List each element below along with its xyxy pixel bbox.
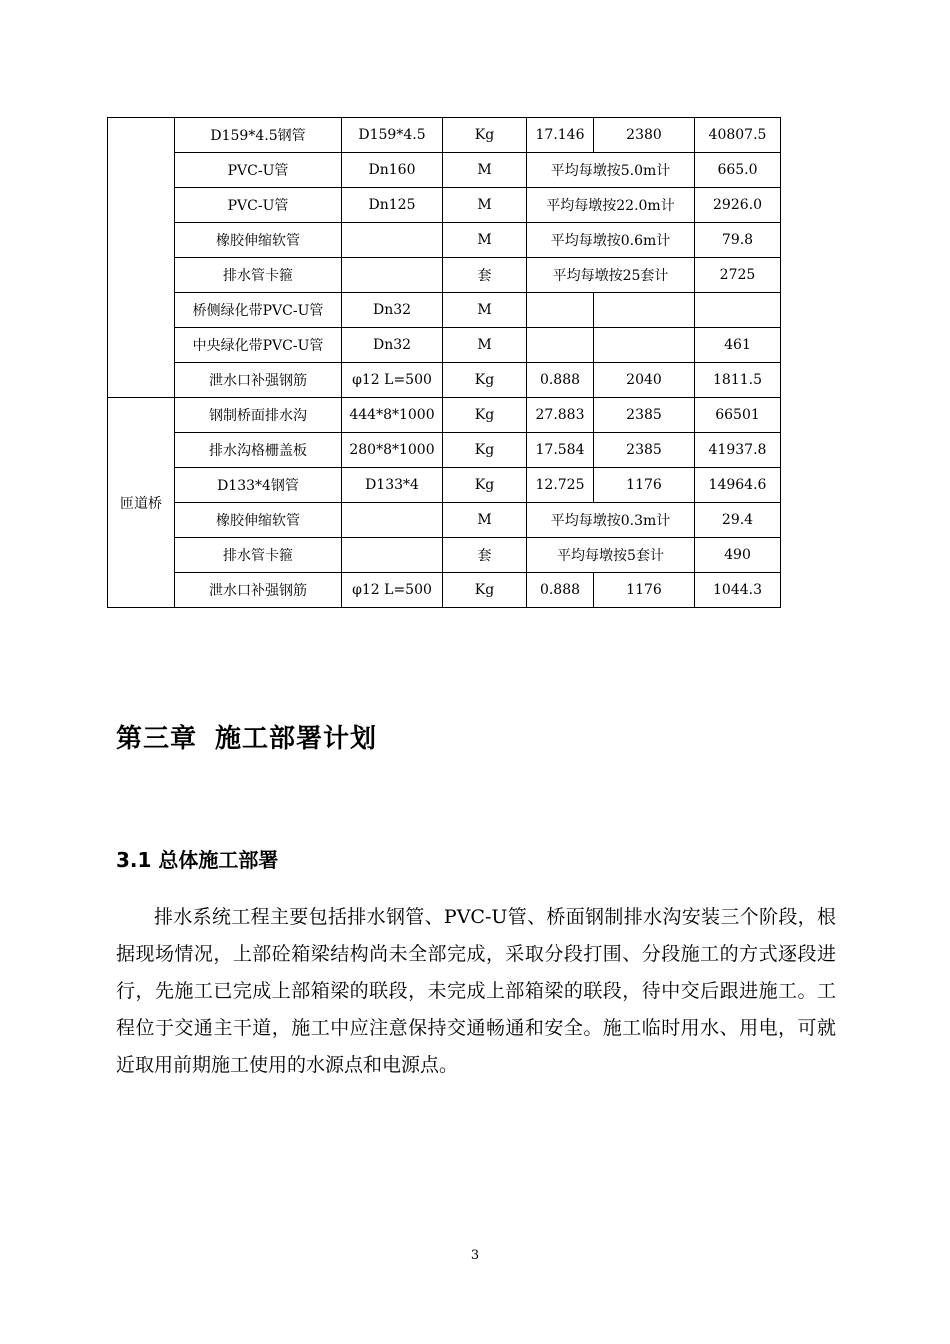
page-number: 3	[470, 1248, 480, 1263]
table-cell	[594, 293, 695, 328]
table-row	[108, 538, 781, 573]
table-cell: 1176	[594, 573, 695, 608]
table-cell: 套	[443, 538, 527, 573]
table-row	[108, 468, 781, 503]
table-row	[108, 433, 781, 468]
table-cell: 2380	[594, 118, 695, 153]
table-cell: Kg	[443, 398, 527, 433]
table-cell: 橡胶伸缩软管	[175, 223, 342, 258]
table-cell: Dn32	[342, 293, 443, 328]
table-cell: M	[443, 223, 527, 258]
group-cell: 匝道桥	[108, 398, 175, 608]
chapter-heading	[116, 718, 377, 755]
body-paragraph: 排水系统工程主要包括排水钢管、PVC-U管、桥面钢制排水沟安装三个阶段，根据现场情况，上部砼箱梁结构尚未全部完成，采取分段打围、分段施工的方式逐段进行，先施工已完成上部箱梁的联段，未完成上部箱梁的联段，待中交后跟进施工。工程位于交通主干道，施工中应注意保持交通畅通和安全。施工临时用水、用电，可就近取用前期施工使用的水源点和电源点。	[116, 906, 836, 1076]
table-cell	[342, 223, 443, 258]
table-cell: 17.584	[527, 433, 594, 468]
table-cell: D159*4.5钢管	[175, 118, 342, 153]
table-row	[108, 503, 781, 538]
table-cell: D133*4	[342, 468, 443, 503]
table-cell: 2926.0	[695, 188, 781, 223]
table-cell: M	[443, 188, 527, 223]
table-row	[108, 328, 781, 363]
group-cell	[108, 118, 175, 398]
section-heading: 3.1 总体施工部署	[116, 848, 279, 872]
table-cell	[527, 328, 594, 363]
table-cell: 排水管卡箍	[175, 258, 342, 293]
table-cell: Kg	[443, 573, 527, 608]
table-cell: 橡胶伸缩软管	[175, 503, 342, 538]
table-cell: 17.146	[527, 118, 594, 153]
table-cell: 泄水口补强钢筋	[175, 573, 342, 608]
table-cell: φ12 L=500	[342, 573, 443, 608]
table-cell: 平均每墩按25套计	[527, 258, 695, 293]
table-cell: 14964.6	[695, 468, 781, 503]
table-cell: Dn125	[342, 188, 443, 223]
table-cell	[527, 293, 594, 328]
table-cell: 1176	[594, 468, 695, 503]
table-cell: 79.8	[695, 223, 781, 258]
table-row	[108, 293, 781, 328]
table-cell: 2725	[695, 258, 781, 293]
table-cell: Kg	[443, 118, 527, 153]
table-row	[108, 188, 781, 223]
table-row	[108, 153, 781, 188]
table-cell: 29.4	[695, 503, 781, 538]
table-cell: 平均每墩按5套计	[527, 538, 695, 573]
table-cell: 40807.5	[695, 118, 781, 153]
table-cell: 41937.8	[695, 433, 781, 468]
table-cell: 1811.5	[695, 363, 781, 398]
table-cell: 12.725	[527, 468, 594, 503]
table-cell: 280*8*1000	[342, 433, 443, 468]
table-cell: 1044.3	[695, 573, 781, 608]
table-cell: 泄水口补强钢筋	[175, 363, 342, 398]
table-cell: 中央绿化带PVC-U管	[175, 328, 342, 363]
table-cell	[342, 538, 443, 573]
table-cell: 2385	[594, 398, 695, 433]
chapter-number: 第三章	[116, 724, 198, 754]
table-cell: PVC-U管	[175, 153, 342, 188]
table-cell: 444*8*1000	[342, 398, 443, 433]
table-cell: 套	[443, 258, 527, 293]
table-cell: 排水沟格栅盖板	[175, 433, 342, 468]
table-cell: D159*4.5	[342, 118, 443, 153]
table-row	[108, 363, 781, 398]
table-cell: 27.883	[527, 398, 594, 433]
table-cell: 2385	[594, 433, 695, 468]
table-cell: Kg	[443, 433, 527, 468]
table-cell: φ12 L=500	[342, 363, 443, 398]
table-cell: M	[443, 328, 527, 363]
table-cell: Kg	[443, 468, 527, 503]
table-cell	[342, 503, 443, 538]
table-cell: 66501	[695, 398, 781, 433]
table-row	[108, 258, 781, 293]
table-cell: 0.888	[527, 363, 594, 398]
table-cell	[342, 258, 443, 293]
table-cell: Kg	[443, 363, 527, 398]
table-cell: M	[443, 153, 527, 188]
table-row	[108, 398, 781, 433]
table-cell: 665.0	[695, 153, 781, 188]
table-cell: 平均每墩按0.6m计	[527, 223, 695, 258]
table-cell: 平均每墩按5.0m计	[527, 153, 695, 188]
chapter-title: 施工部署计划	[215, 724, 378, 754]
table-cell: Dn32	[342, 328, 443, 363]
table-cell	[695, 293, 781, 328]
table-cell: 461	[695, 328, 781, 363]
table-cell: 平均每墩按0.3m计	[527, 503, 695, 538]
table-cell: PVC-U管	[175, 188, 342, 223]
table-cell: 490	[695, 538, 781, 573]
table-cell	[594, 328, 695, 363]
table-cell: 0.888	[527, 573, 594, 608]
table-cell: M	[443, 293, 527, 328]
table-cell: D133*4钢管	[175, 468, 342, 503]
table-cell: M	[443, 503, 527, 538]
table-cell: 排水管卡箍	[175, 538, 342, 573]
table-cell: 桥侧绿化带PVC-U管	[175, 293, 342, 328]
table-row	[108, 118, 781, 153]
materials-table	[107, 117, 781, 608]
table-cell: Dn160	[342, 153, 443, 188]
table-row	[108, 223, 781, 258]
table-row	[108, 573, 781, 608]
table-cell: 2040	[594, 363, 695, 398]
table-cell: 钢制桥面排水沟	[175, 398, 342, 433]
table-cell: 平均每墩按22.0m计	[527, 188, 695, 223]
